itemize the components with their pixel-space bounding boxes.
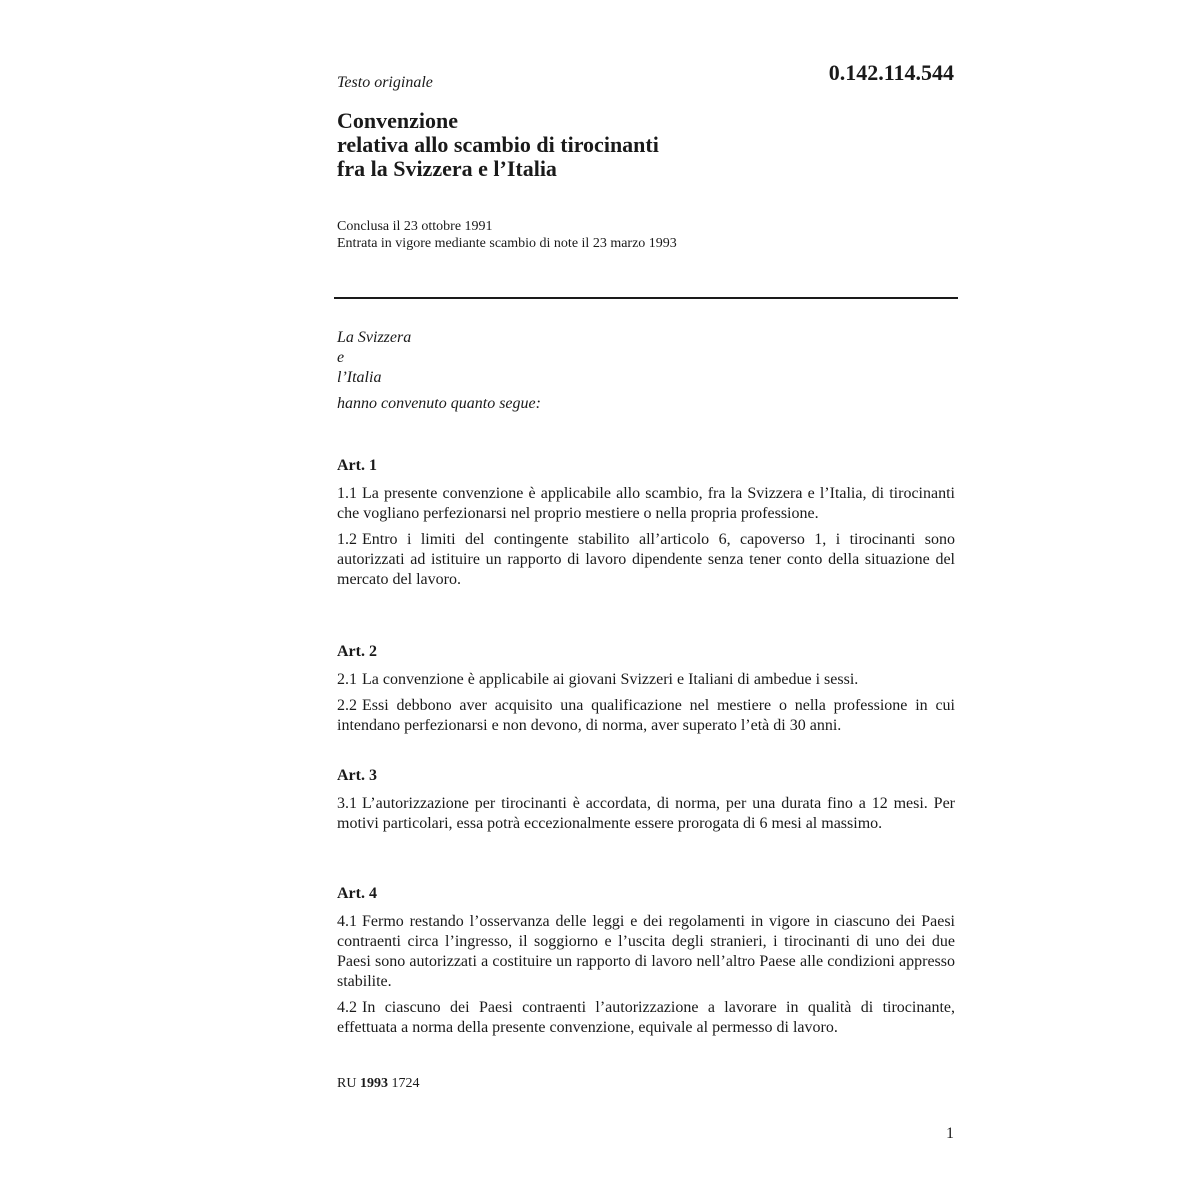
paragraph-text: Fermo restando l’osservanza delle leggi e dei regolamenti in vigore in ciascuno dei Paesi contraenti circa l’ingresso, il soggiorno e l’uscita degli stranieri, i tirocinanti di uno dei due Paesi sono autorizzati a costituire un rapporto di lavoro nell’altro Paese alle condizioni appresso stabilite. <box>337 913 955 990</box>
document-meta <box>337 219 937 252</box>
sr-number: 0.142.114.544 <box>828 60 954 85</box>
article-heading: Art. 3 <box>337 767 377 784</box>
article-3 <box>337 766 955 840</box>
paragraph-number: 3.1 <box>337 795 357 812</box>
ru-prefix: RU <box>337 1076 357 1091</box>
paragraph-text: La presente convenzione è applicabile allo scambio, fra la Svizzera e l’Italia, di tirocinanti che vogliano perfezionarsi nel proprio mestiere o nella propria professione. <box>337 485 955 522</box>
paragraph-text: Entro i limiti del contingente stabilito all’articolo 6, capoverso 1, i tirocinanti sono autorizzati ad istituire un rapporto di lavoro dipendente senza tener conto della situazione del mercato del lavoro. <box>337 531 955 588</box>
article-heading: Art. 2 <box>337 643 377 660</box>
title-line-2: relativa allo scambio di tirocinanti <box>337 132 659 157</box>
article-2 <box>337 642 955 742</box>
paragraph-3-1 <box>337 794 955 834</box>
title-line-1: Convenzione <box>337 108 458 133</box>
paragraph-4-2 <box>337 998 955 1038</box>
article-4 <box>337 884 955 1044</box>
paragraph-text: La convenzione è applicabile ai giovani Svizzeri e Italiani di ambedue i sessi. <box>362 671 859 688</box>
article-1 <box>337 456 955 590</box>
preamble <box>337 328 937 414</box>
preamble-conjunction: e <box>337 349 345 366</box>
paragraph-4-1 <box>337 912 955 992</box>
ru-year: 1993 <box>359 1076 388 1091</box>
page-number: 1 <box>946 1125 954 1142</box>
horizontal-rule <box>334 297 958 299</box>
party-switzerland: La Svizzera <box>337 329 412 346</box>
paragraph-number: 1.1 <box>337 485 357 502</box>
ru-reference <box>337 1076 419 1092</box>
paragraph-2-1 <box>337 670 955 690</box>
paragraph-number: 1.2 <box>337 531 357 548</box>
paragraph-number: 2.2 <box>337 697 357 714</box>
paragraph-number: 4.2 <box>337 999 357 1016</box>
paragraph-1-1 <box>337 484 955 524</box>
title-line-3: fra la Svizzera e l’Italia <box>337 156 557 181</box>
original-text-label: Testo originale <box>337 74 433 91</box>
concluded-date: Conclusa il 23 ottobre 1991 <box>337 219 493 234</box>
paragraph-1-2 <box>337 530 955 590</box>
paragraph-text: In ciascuno dei Paesi contraenti l’autorizzazione a lavorare in qualità di tirocinante, effettuata a norma della presente convenzione, equivale al permesso di lavoro. <box>337 999 955 1036</box>
article-heading: Art. 4 <box>337 885 377 902</box>
paragraph-text: Essi debbono aver acquisito una qualificazione nel mestiere o nella professione in cui intendano perfezionarsi e non devono, di norma, aver superato l’età di 30 anni. <box>337 697 955 734</box>
document-title <box>337 109 937 181</box>
party-italy: l’Italia <box>337 369 382 386</box>
ru-page: 1724 <box>391 1076 420 1091</box>
article-heading: Art. 1 <box>337 457 377 474</box>
paragraph-number: 4.1 <box>337 913 357 930</box>
preamble-agreed: hanno convenuto quanto segue: <box>337 395 541 412</box>
articles-body <box>337 456 955 1036</box>
paragraph-text: L’autorizzazione per tirocinanti è accordata, di norma, per una durata fino a 12 mesi. Per motivi particolari, essa potrà eccezionalmente essere prorogata di 6 mesi al massimo. <box>337 795 955 832</box>
paragraph-number: 2.1 <box>337 671 357 688</box>
in-force-date: Entrata in vigore mediante scambio di note il 23 marzo 1993 <box>337 235 677 251</box>
paragraph-2-2 <box>337 696 955 736</box>
